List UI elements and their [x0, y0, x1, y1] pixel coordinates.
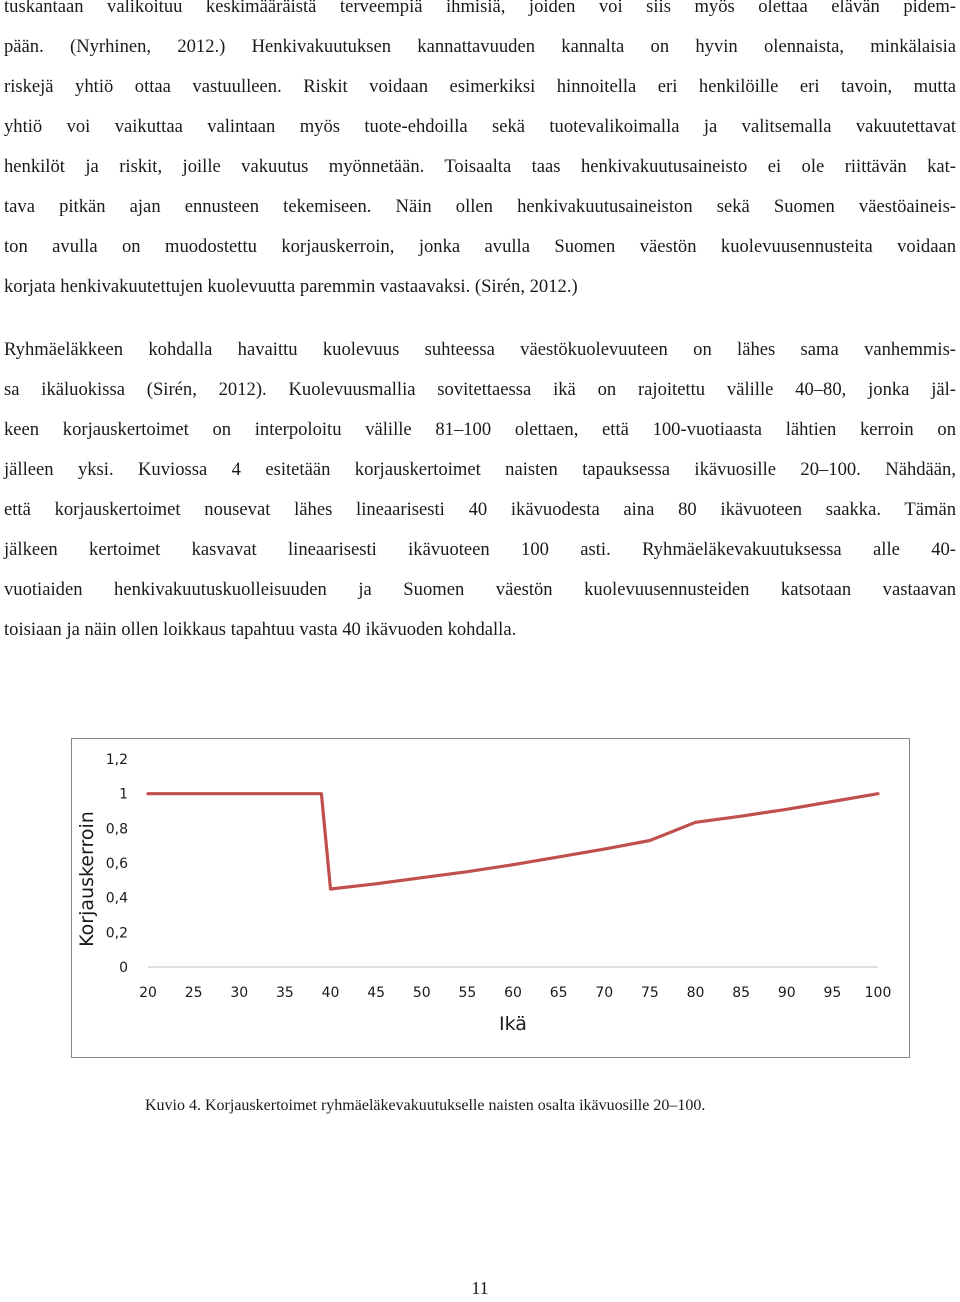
- x-tick-label: 35: [275, 985, 294, 1001]
- y-tick-label: 0,2: [105, 925, 128, 942]
- page-number: 11: [471, 1278, 489, 1298]
- y-tick-label: 1,2: [105, 752, 128, 768]
- y-tick-label: 1: [119, 786, 128, 803]
- x-tick-label: 100: [864, 985, 892, 1001]
- text-line: Ryhmäeläkkeen kohdalla havaittu kuolevuus suhteessa väestökuolevuuteen on lähes sama vanhemmis-: [4, 339, 956, 360]
- x-tick-label: 90: [777, 985, 796, 1001]
- x-tick-label: 45: [367, 985, 386, 1001]
- x-tick-label: 50: [412, 985, 431, 1001]
- y-axis-title: Korjauskerroin: [76, 811, 98, 947]
- figure-caption: Kuvio 4. Korjauskertoimet ryhmäeläkevakuutukselle naisten osalta ikävuosille 20–100.: [145, 1097, 706, 1114]
- x-tick-label: 95: [823, 985, 842, 1001]
- figure-chart: [71, 738, 910, 1058]
- y-tick-label: 0,4: [105, 890, 128, 907]
- body-paragraph-2: [4, 330, 956, 650]
- text-line: että korjauskertoimet nousevat lähes lineaarisesti 40 ikävuodesta aina 80 ikävuoteen saakka. Tämän: [4, 499, 956, 520]
- text-line: jälleen yksi. Kuviossa 4 esitetään korjauskertoimet naisten tapauksessa ikävuosille 20–100. Nähdään,: [4, 459, 956, 480]
- text-line: jälkeen kertoimet kasvavat lineaarisesti ikävuoteen 100 asti. Ryhmäeläkevakuutuksessa alle 40-: [4, 539, 956, 560]
- x-tick-label: 40: [321, 985, 340, 1001]
- text-line: korjata henkivakuutettujen kuolevuutta paremmin vastaavaksi. (Sirén, 2012.): [4, 276, 578, 297]
- x-tick-label: 30: [230, 985, 249, 1001]
- text-line: henkilöt ja riskit, joille vakuutus myönnetään. Toisaalta taas henkivakuutusaineisto ei ole riittävän kat-: [4, 156, 956, 177]
- text-line: tuskantaan valikoituu keskimääräistä terveempiä ihmisiä, joiden voi siis myös olettaa elävän pidem-: [4, 0, 956, 17]
- text-line: pään. (Nyrhinen, 2012.) Henkivakuutuksen kannattavuuden kannalta on hyvin olennaista, minkälaisia: [4, 36, 956, 57]
- x-tick-label: 80: [686, 985, 705, 1001]
- text-line: toisiaan ja näin ollen loikkaus tapahtuu vasta 40 ikävuoden kohdalla.: [4, 619, 517, 640]
- x-tick-label: 65: [549, 985, 568, 1001]
- y-tick-label: 0: [119, 960, 128, 976]
- y-tick-label: 0,8: [105, 821, 128, 838]
- x-tick-label: 70: [595, 985, 614, 1001]
- x-tick-label: 60: [504, 985, 522, 1001]
- x-tick-label: 55: [458, 985, 477, 1001]
- text-line: yhtiö voi vaikuttaa valintaan myös tuote-ehdoilla sekä tuotevalikoimalla ja valitsemalla vakuutettavat: [4, 116, 956, 137]
- text-line: keen korjauskertoimet on interpoloitu välille 81–100 olettaen, että 100-vuotiaasta lähtien kerroin on: [4, 419, 956, 440]
- x-axis-title: Ikä: [499, 1013, 527, 1035]
- x-tick-label: 85: [732, 985, 751, 1001]
- text-line: vuotiaiden henkivakuutuskuolleisuuden ja Suomen väestön kuolevuusennusteiden katsotaan vastaavan: [4, 579, 956, 600]
- body-paragraph-1: [4, 0, 956, 307]
- y-tick-label: 0,6: [105, 856, 128, 872]
- correction-factor-chart: [72, 739, 909, 1057]
- text-line: ton avulla on muodostettu korjauskerroin, jonka avulla Suomen väestön kuolevuusennusteita voidaan: [4, 236, 956, 257]
- x-tick-label: 20: [139, 985, 157, 1001]
- text-line: sa ikäluokissa (Sirén, 2012). Kuolevuusmallia sovitettaessa ikä on rajoitettu välille 40–80, jonka jäl-: [4, 379, 956, 400]
- x-tick-label: 75: [640, 985, 659, 1001]
- text-line: riskejä yhtiö ottaa vastuulleen. Riskit voidaan esimerkiksi hinnoitella eri henkilöille eri tavoin, mutta: [4, 76, 956, 97]
- text-line: tava pitkän ajan ennusteen tekemiseen. Näin ollen henkivakuutusaineiston sekä Suomen väestöaineis-: [4, 196, 956, 217]
- x-tick-label: 25: [184, 985, 203, 1001]
- series-line: [148, 794, 878, 889]
